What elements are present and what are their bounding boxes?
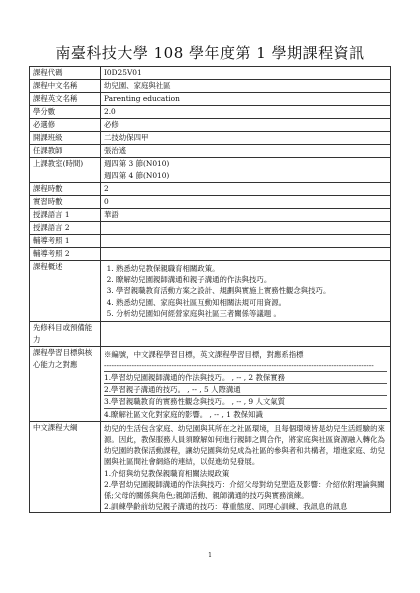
- credits-value: 2.0: [101, 106, 391, 119]
- goals-divider: ------------------------------------------------------------------------------------------------------------: [104, 361, 374, 371]
- overview-list: [104, 263, 387, 319]
- lang1-value: 華語: [101, 209, 391, 222]
- teacher-label: 任課教師: [30, 145, 101, 158]
- overview-item: 1. 熟悉幼兒教保親職育相關政策。: [116, 263, 387, 274]
- row-hours: [30, 183, 391, 196]
- ref2-value: [101, 248, 391, 261]
- course-info-table: [29, 66, 391, 513]
- classroom-time-2: 週四第 4 節(N010): [104, 171, 170, 180]
- practice-hours-value: 0: [101, 196, 391, 209]
- classroom-label: 上課教室(時間): [30, 158, 101, 183]
- overview-value: [101, 261, 391, 322]
- goal-item: 1.學習幼兒園親師溝通的作法與技巧。 , -- , 2 教保實務: [104, 371, 387, 383]
- class-value: 二技幼保四甲: [101, 132, 391, 145]
- course-code-value: I0D25V01: [101, 67, 391, 80]
- outline-item: 2.訓練學齡前幼兒親子溝通的技巧：尊重態度、同理心訓練、我訊息的訊息: [104, 502, 348, 512]
- outline-label: 中文課程大綱: [30, 421, 101, 513]
- ref1-label: 輔導考照 1: [30, 235, 101, 248]
- overview-label: 課程概述: [30, 261, 101, 322]
- goal-item: 3.學習親職教育的實務性觀念與技巧。 , -- , 9 人文氣質: [104, 395, 387, 407]
- ref2-label: 輔導考照 2: [30, 248, 101, 261]
- credits-label: 學分數: [30, 106, 101, 119]
- goal-item: 2.學習親子溝通的技巧。 , -- , 5 人際溝通: [104, 383, 387, 395]
- row-outline: [30, 421, 391, 513]
- hours-value: 2: [101, 183, 391, 196]
- course-name-zh-value: 幼兒園、家庭與社區: [101, 80, 391, 93]
- course-name-en-value: Parenting education: [101, 93, 391, 106]
- course-name-en-label: 課程英文名稱: [30, 93, 101, 106]
- overview-item: 3. 學習親職教育活動方案之設計、規劃與實施上實務性觀念與技巧。: [116, 285, 387, 296]
- row-ref2: [30, 248, 391, 261]
- outline-value: [101, 421, 391, 513]
- goal-item: 4.瞭解社區文化對家庭的影響。 , -- , 1 教保知識: [104, 408, 387, 420]
- outline-item: 2.學習幼兒園親師溝通的作法與技巧：介紹父母對幼兒塑造及影響：介紹依附理論與關係;父母的關係與角色;親師活動、親師溝通的技巧與實務演練。: [104, 479, 385, 501]
- row-course-name-en: [30, 93, 391, 106]
- row-practice-hours: [30, 196, 391, 209]
- row-ref1: [30, 235, 391, 248]
- lang2-value: [101, 222, 391, 235]
- row-class: [30, 132, 391, 145]
- row-prereq: [30, 322, 391, 347]
- row-lang2: [30, 222, 391, 235]
- overview-item: 4. 熟悉幼兒園、家庭與社區互動知相關法規可用資源。: [116, 297, 387, 308]
- goals-label: 課程學習目標與核心能力之對應: [30, 347, 101, 422]
- outline-paragraph: 幼兒的生活包含家庭、幼兒園與其所在之社區環境，且每個環境皆是幼兒生活經驗的來源。因此，教保服務人員須瞭解如何進行親師之間合作，將家庭與社區資源融入轉化為幼兒園的教保活動課程，讓幼兒園與幼兒成為社區的參與者和共構者，增進家庭、幼兒園與社區間社會網絡的連結，以促進幼兒發展。: [104, 423, 385, 467]
- lang1-label: 授課語言 1: [30, 209, 101, 222]
- row-overview: [30, 261, 391, 322]
- prereq-label: 先修科目或預備能力: [30, 322, 101, 347]
- course-code-label: 課程代碼: [30, 67, 101, 80]
- row-lang1: [30, 209, 391, 222]
- required-value: 必修: [101, 119, 391, 132]
- overview-item: 5. 分析幼兒園如何經營家庭與社區三者關係等議題 。: [116, 308, 387, 319]
- row-credits: [30, 106, 391, 119]
- outline-item: 1.介紹與幼兒教保親職育相關法規政策: [104, 468, 230, 478]
- prereq-value: [101, 322, 391, 347]
- course-name-zh-label: 課程中文名稱: [30, 80, 101, 93]
- class-label: 開課班級: [30, 132, 101, 145]
- goals-value: [101, 347, 391, 422]
- row-required: [30, 119, 391, 132]
- row-course-code: [30, 67, 391, 80]
- required-label: 必選修: [30, 119, 101, 132]
- row-classroom: [30, 158, 391, 183]
- teacher-value: 張治遙: [101, 145, 391, 158]
- classroom-value: [101, 158, 391, 183]
- ref1-value: [101, 235, 391, 248]
- classroom-time-1: 週四第 3 節(N010): [104, 159, 170, 168]
- goals-header: ※編號，中文課程學習目標，英文課程學習目標，對應系指標: [104, 350, 304, 360]
- hours-label: 課程時數: [30, 183, 101, 196]
- page-number: 1: [208, 552, 212, 559]
- lang2-label: 授課語言 2: [30, 222, 101, 235]
- row-course-name-zh: [30, 80, 391, 93]
- overview-item: 2. 瞭解幼兒園親師溝通和親子溝通的作法與技巧。: [116, 274, 387, 285]
- practice-hours-label: 實習時數: [30, 196, 101, 209]
- row-teacher: [30, 145, 391, 158]
- row-goals: [30, 347, 391, 422]
- page-title: 南臺科技大學 108 學年度第 1 學期課程資訊: [55, 44, 365, 62]
